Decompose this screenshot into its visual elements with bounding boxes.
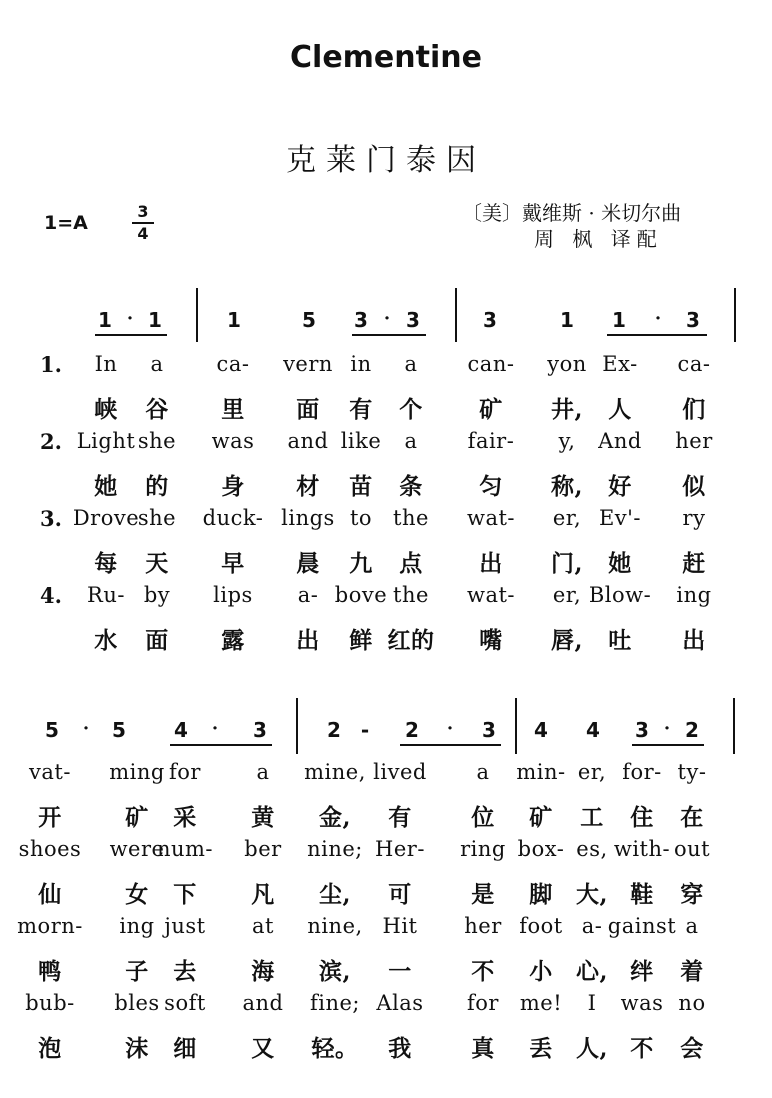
note: 3	[354, 308, 368, 332]
lyric-char: 一	[388, 957, 412, 985]
underline	[400, 744, 501, 746]
lyric-char: 有	[349, 395, 373, 423]
note: 3	[686, 308, 700, 332]
song-title-english: Clementine	[290, 40, 482, 75]
lyric-char: 心,	[575, 957, 609, 985]
lyric-syllable: nine,	[307, 914, 363, 938]
lyric-char: 位	[471, 803, 495, 831]
lyric-char: 唇,	[550, 626, 584, 654]
note: 1	[612, 308, 626, 332]
lyric-char: 大,	[575, 880, 609, 908]
underline	[170, 744, 272, 746]
lyric-char: 身	[221, 472, 245, 500]
note: 5	[302, 308, 316, 332]
lyric-syllable: by	[143, 583, 171, 607]
lyric-syllable: mine,	[304, 760, 366, 784]
bar-line	[196, 288, 198, 342]
note: 3	[406, 308, 420, 332]
lyric-syllable: bub-	[25, 991, 75, 1015]
lyric-syllable: and	[287, 429, 329, 453]
lyric-char: 沫	[125, 1034, 149, 1062]
lyric-syllable: me!	[519, 991, 563, 1015]
lyric-line-zh	[0, 953, 772, 991]
lyric-char: 又	[251, 1034, 275, 1062]
dot: ·	[211, 718, 219, 739]
lyric-char: 她	[608, 549, 632, 577]
lyric-syllable: was	[211, 429, 255, 453]
note: 3	[253, 718, 267, 742]
lyric-char: 赶	[682, 549, 706, 577]
lyric-syllable: out	[673, 837, 711, 861]
lyric-syllable: a-	[297, 583, 319, 607]
lyric-char: 住	[630, 803, 654, 831]
lyric-char: 红的	[387, 626, 435, 654]
lyric-syllable: Ev'-	[598, 506, 642, 530]
song-title-chinese: 克莱门泰因	[286, 143, 486, 178]
lyric-line-zh	[0, 468, 772, 506]
lyric-char: 个	[399, 395, 423, 423]
credits	[462, 200, 681, 252]
lyric-syllable: duck-	[202, 506, 264, 530]
composer-credit: 〔美〕戴维斯 · 米切尔曲	[462, 201, 682, 225]
lyric-syllable: the	[393, 506, 429, 530]
lyric-char: 晨	[296, 549, 320, 577]
lyric-char: 子	[125, 957, 149, 985]
lyric-char: 天	[145, 549, 169, 577]
lyric-char: 海	[251, 957, 275, 985]
dash: -	[360, 718, 370, 742]
lyric-char: 鲜	[349, 626, 373, 654]
lyric-char: 人	[608, 395, 632, 423]
lyric-syllable: wat-	[466, 583, 516, 607]
lyric-char: 人,	[575, 1034, 609, 1062]
lyric-syllable: ca-	[216, 352, 250, 376]
lyric-syllable: lips	[213, 583, 253, 607]
lyric-syllable: a	[256, 760, 270, 784]
note: 2	[405, 718, 419, 742]
lyric-char: 在	[680, 803, 704, 831]
lyric-syllable: for	[169, 760, 201, 784]
note: 3	[635, 718, 649, 742]
lyric-syllable: can-	[467, 352, 515, 376]
lyric-line-zh	[0, 545, 772, 583]
lyric-syllable: a	[685, 914, 699, 938]
lyric-char: 凡	[251, 880, 275, 908]
lyric-char: 可	[388, 880, 412, 908]
underline	[95, 334, 167, 336]
lyric-char: 露	[221, 626, 245, 654]
lyric-line-zh	[0, 799, 772, 837]
lyric-syllable: and	[242, 991, 284, 1015]
lyric-syllable: a	[404, 429, 418, 453]
time-signature	[132, 203, 154, 243]
lyric-char: 仙	[38, 880, 62, 908]
lyric-syllable: ing	[676, 583, 712, 607]
lyric-line-zh	[0, 876, 772, 914]
note: 1	[148, 308, 162, 332]
lyric-char: 绊	[630, 957, 654, 985]
lyric-syllable: yon	[547, 352, 587, 376]
lyric-syllable: lings	[281, 506, 335, 530]
dot: ·	[663, 718, 671, 739]
lyric-syllable: a	[404, 352, 418, 376]
lyric-char: 穿	[680, 880, 704, 908]
lyric-syllable: her	[464, 914, 502, 938]
lyric-syllable: Drove	[72, 506, 140, 530]
lyric-syllable: ring	[460, 837, 506, 861]
bar-line	[455, 288, 457, 342]
notation-line-1	[0, 300, 772, 344]
lyric-syllable: Her-	[375, 837, 425, 861]
lyric-char: 泡	[38, 1034, 62, 1062]
lyric-char: 下	[173, 880, 197, 908]
verse-number: 3.	[40, 506, 62, 531]
note: 2	[327, 718, 341, 742]
lyric-char: 细	[173, 1034, 197, 1062]
lyric-syllable: And	[598, 429, 642, 453]
lyric-char: 苗	[349, 472, 373, 500]
lyric-syllable: was	[620, 991, 664, 1015]
lyric-line-en	[0, 760, 772, 798]
lyric-char: 条	[399, 472, 423, 500]
lyric-syllable: ming	[109, 760, 165, 784]
lyric-char: 矿	[125, 803, 149, 831]
lyric-syllable: bles	[114, 991, 160, 1015]
lyric-syllable: y,	[558, 429, 576, 453]
lyric-syllable: to	[349, 506, 373, 530]
lyric-char: 矿	[479, 395, 503, 423]
lyric-syllable: for	[467, 991, 499, 1015]
lyric-syllable: gainst	[607, 914, 677, 938]
lyric-char: 不	[630, 1034, 654, 1062]
lyric-line-en	[0, 352, 772, 390]
lyric-char: 脚	[529, 880, 553, 908]
lyric-syllable: vern	[283, 352, 333, 376]
note: 1	[560, 308, 574, 332]
lyric-char: 们	[682, 395, 706, 423]
bar-line	[515, 698, 517, 754]
lyric-char: 出	[479, 549, 503, 577]
key-signature: 1=A	[44, 212, 88, 234]
time-signature-top: 3	[137, 202, 149, 221]
lyric-syllable: bove	[334, 583, 388, 607]
notation-line-2	[0, 712, 772, 756]
lyric-char: 面	[145, 626, 169, 654]
lyric-char: 嘴	[479, 626, 503, 654]
lyric-syllable: ty-	[677, 760, 707, 784]
underline	[607, 334, 707, 336]
verse-number: 2.	[40, 429, 62, 454]
lyric-line-en	[0, 506, 772, 544]
note: 5	[112, 718, 126, 742]
lyric-syllable: I	[587, 991, 597, 1015]
lyric-char: 有	[388, 803, 412, 831]
lyric-char: 着	[680, 957, 704, 985]
dot: ·	[446, 718, 454, 739]
lyric-syllable: fine;	[309, 991, 361, 1015]
lyric-char: 里	[221, 395, 245, 423]
lyric-char: 九	[349, 549, 373, 577]
bar-line	[296, 698, 298, 754]
lyric-char: 谷	[145, 395, 169, 423]
lyric-line-zh	[0, 622, 772, 660]
lyric-char: 早	[221, 549, 245, 577]
dot: ·	[126, 308, 134, 329]
lyric-syllable: morn-	[17, 914, 83, 938]
lyric-char: 峡	[94, 395, 118, 423]
underline	[632, 744, 704, 746]
lyric-syllable: er,	[577, 760, 607, 784]
lyric-char: 金,	[318, 803, 352, 831]
lyric-char: 吐	[608, 626, 632, 654]
lyric-syllable: min-	[516, 760, 566, 784]
lyric-char: 我	[388, 1034, 412, 1062]
lyric-char: 出	[296, 626, 320, 654]
lyric-char: 矿	[529, 803, 553, 831]
lyric-char: 匀	[479, 472, 503, 500]
lyric-syllable: er,	[552, 506, 582, 530]
lyric-syllable: In	[94, 352, 118, 376]
time-signature-bottom: 4	[137, 224, 149, 243]
bar-line	[733, 698, 735, 754]
lyric-syllable: ing	[119, 914, 155, 938]
dot: ·	[383, 308, 391, 329]
lyric-char: 黄	[251, 803, 275, 831]
lyric-char: 点	[399, 549, 423, 577]
lyric-syllable: box-	[517, 837, 565, 861]
lyric-line-zh	[0, 1030, 772, 1068]
lyric-char: 会	[680, 1034, 704, 1062]
note: 4	[534, 718, 548, 742]
lyric-syllable: Blow-	[588, 583, 652, 607]
lyric-char: 工	[580, 803, 604, 831]
lyric-char: 门,	[550, 549, 584, 577]
lyric-syllable: num-	[156, 837, 214, 861]
lyric-char: 小	[529, 957, 553, 985]
lyric-syllable: no	[678, 991, 706, 1015]
lyric-line-en	[0, 991, 772, 1029]
lyric-syllable: she	[137, 429, 177, 453]
lyric-char: 不	[471, 957, 495, 985]
lyric-char: 面	[296, 395, 320, 423]
bar-line	[734, 288, 736, 342]
lyric-char: 每	[94, 549, 118, 577]
lyric-syllable: Hit	[382, 914, 418, 938]
lyric-syllable: es,	[576, 837, 608, 861]
lyric-syllable: vat-	[29, 760, 71, 784]
lyric-syllable: at	[252, 914, 274, 938]
lyric-char: 水	[94, 626, 118, 654]
lyric-char: 井,	[550, 395, 584, 423]
underline	[352, 334, 426, 336]
lyric-char: 鞋	[630, 880, 654, 908]
lyric-syllable: nine;	[307, 837, 363, 861]
lyric-syllable: Ex-	[602, 352, 638, 376]
lyric-line-en	[0, 837, 772, 875]
lyric-syllable: ber	[244, 837, 282, 861]
lyric-char: 的	[145, 472, 169, 500]
lyric-syllable: for-	[622, 760, 662, 784]
lyric-syllable: Light	[76, 429, 136, 453]
lyric-char: 真	[471, 1034, 495, 1062]
note: 3	[482, 718, 496, 742]
lyric-syllable: ry	[682, 506, 706, 530]
lyric-syllable: wat-	[466, 506, 516, 530]
lyric-syllable: fair-	[467, 429, 515, 453]
lyric-char: 似	[682, 472, 706, 500]
lyric-char: 是	[471, 880, 495, 908]
lyric-syllable: her	[675, 429, 713, 453]
lyric-syllable: er,	[552, 583, 582, 607]
lyric-syllable: a	[476, 760, 490, 784]
note: 5	[45, 718, 59, 742]
note: 4	[174, 718, 188, 742]
note: 4	[586, 718, 600, 742]
note: 1	[98, 308, 112, 332]
lyric-syllable: ca-	[677, 352, 711, 376]
lyric-syllable: she	[137, 506, 177, 530]
lyric-syllable: shoes	[18, 837, 82, 861]
lyric-syllable: just	[164, 914, 206, 938]
lyric-syllable: a-	[581, 914, 603, 938]
lyric-char: 好	[608, 472, 632, 500]
verse-number: 4.	[40, 583, 62, 608]
lyric-line-en	[0, 914, 772, 952]
lyric-char: 称,	[550, 472, 584, 500]
lyric-char: 女	[125, 880, 149, 908]
lyric-syllable: soft	[164, 991, 206, 1015]
lyric-char: 材	[296, 472, 320, 500]
lyric-char: 丢	[529, 1034, 553, 1062]
lyric-syllable: the	[393, 583, 429, 607]
dot: ·	[82, 718, 90, 739]
lyric-syllable: Alas	[376, 991, 424, 1015]
lyric-char: 出	[682, 626, 706, 654]
lyric-syllable: Ru-	[87, 583, 125, 607]
note: 1	[227, 308, 241, 332]
lyric-line-en	[0, 429, 772, 467]
lyric-char: 她	[94, 472, 118, 500]
lyric-syllable: lived	[373, 760, 427, 784]
lyric-syllable: foot	[519, 914, 563, 938]
lyric-char: 采	[173, 803, 197, 831]
lyric-syllable: like	[340, 429, 382, 453]
note: 3	[483, 308, 497, 332]
lyric-syllable: with-	[613, 837, 671, 861]
lyric-line-zh	[0, 391, 772, 429]
lyric-char: 去	[173, 957, 197, 985]
lyric-syllable: were	[109, 837, 165, 861]
lyric-line-en	[0, 583, 772, 621]
lyric-syllable: in	[350, 352, 372, 376]
lyric-char: 尘,	[318, 880, 352, 908]
lyric-char: 滨,	[318, 957, 352, 985]
lyric-char: 轻。	[311, 1034, 359, 1062]
lyric-syllable: a	[150, 352, 164, 376]
translator-credit: 周 枫 译配	[534, 227, 663, 251]
note: 2	[685, 718, 699, 742]
verse-number: 1.	[40, 352, 62, 377]
dot: ·	[654, 308, 662, 329]
lyric-char: 开	[38, 803, 62, 831]
lyric-char: 鸭	[38, 957, 62, 985]
